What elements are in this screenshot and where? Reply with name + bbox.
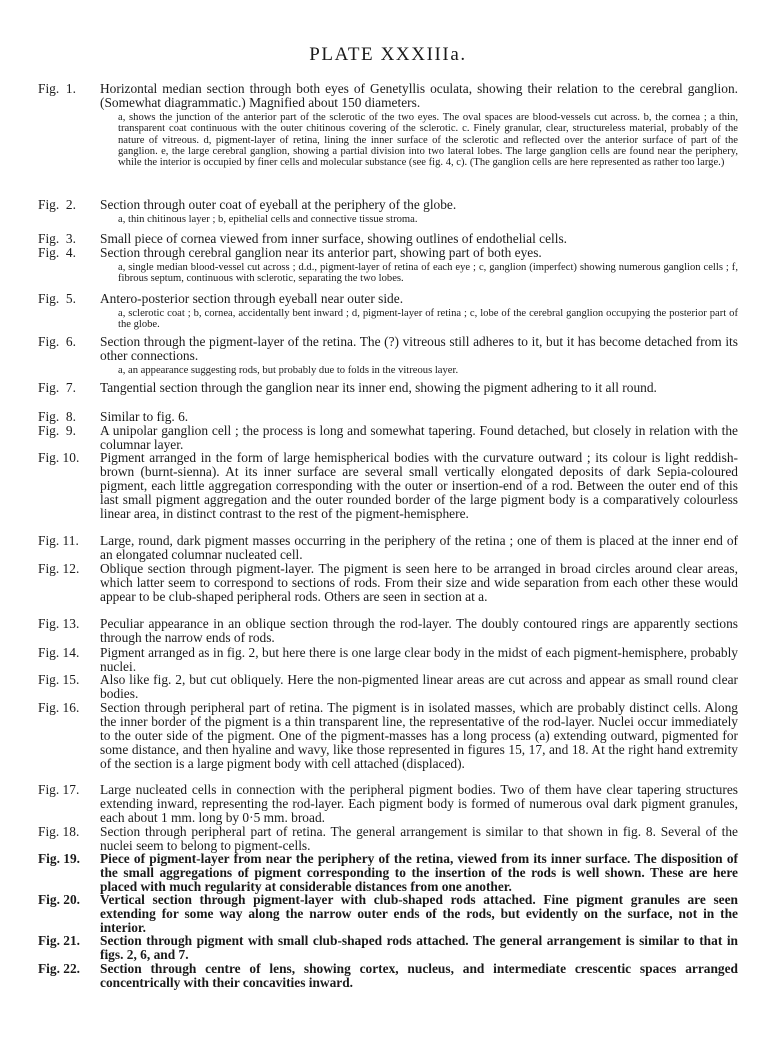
figure-entry-1 <box>38 82 738 168</box>
figure-label: Fig. 22. <box>38 961 81 976</box>
figure-entry-2 <box>38 198 738 225</box>
figure-description: Section through the pigment-layer of the retina. The (?) vitreous still adheres to it, but it has become detached from its other connections. <box>100 334 738 363</box>
figure-entry-15 <box>38 673 738 701</box>
plate-title: PLATE XXXIIIa. <box>309 44 467 65</box>
figure-description: Section through pigment with small club-shaped rods attached. The general arrangement is similar to that in figs. 2, 6, and 7. <box>100 933 738 962</box>
figure-entry-10 <box>38 451 738 521</box>
figure-entry-19 <box>38 852 738 894</box>
figure-label: Fig. 2. <box>38 197 76 212</box>
figure-label: Fig. 19. <box>38 851 81 866</box>
figure-note: a, sclerotic coat ; b, cornea, accidentally bent inward ; d, pigment-layer of retina ; c, lobe of the cerebral ganglion occupying the posterior part of the globe. <box>118 308 738 331</box>
figure-entry-20 <box>38 893 738 935</box>
figure-description: Oblique section through pigment-layer. The pigment is seen here to be arranged in broad circles around clear areas, which latter seem to correspond to sections of rods. From their size and wide separation from each other these would appear to be club-shaped peripheral rods. Others are seen in section at a. <box>100 561 738 604</box>
figure-description: Large nucleated cells in connection with the peripheral pigment bodies. Two of them have clear tapering structures extending inward, representing the rod-layer. Each pigment body is formed of numerous oval dark pigment granules, each about 1 mm. long by 0·5 mm. broad. <box>100 782 738 825</box>
figure-label: Fig. 13. <box>38 616 80 631</box>
figure-note: a, an appearance suggesting rods, but probably due to folds in the vitreous layer. <box>118 365 459 376</box>
figure-label: Fig. 3. <box>38 231 76 246</box>
figure-entry-6 <box>38 335 738 376</box>
figure-entry-16 <box>38 701 738 771</box>
figure-description: Section through peripheral part of retina. The general arrangement is similar to that shown in fig. 8. Several of the nuclei seem to belong to pigment-cells. <box>100 824 738 853</box>
figure-description: Horizontal median section through both eyes of Genetyllis oculata, showing their relation to the cerebral ganglion. (Somewhat diagrammatic.) Magnified about 150 diameters. <box>100 81 738 110</box>
figure-description: Pigment arranged in the form of large hemispherical bodies with the curvature outward ; its colour is light reddish-brown (burnt-sienna). At its inner surface are several small vertically elongated deposits of dark Sepia-coloured pigment, each little aggregation corresponding with the outer or insertion-end of a rod. Between the outer end of this last small pigment aggregation and the outer rounded border of the large pigment body is a comparatively colourless linear area, in distinct contrast to the rest of the pigment-hemisphere. <box>100 450 738 521</box>
figure-description: Large, round, dark pigment masses occurring in the periphery of the retina ; one of them is placed at the inner end of an elongated columnar nucleated cell. <box>100 533 738 562</box>
figure-entry-13 <box>38 617 738 645</box>
figure-label: Fig. 18. <box>38 824 80 839</box>
figure-entry-9 <box>38 424 738 452</box>
figure-label: Fig. 11. <box>38 533 79 548</box>
figure-description: Also like fig. 2, but cut obliquely. Here the non-pigmented linear areas are cut across and appear as small round clear bodies. <box>100 672 738 701</box>
figure-label: Fig. 16. <box>38 700 80 715</box>
figure-label: Fig. 20. <box>38 892 81 907</box>
figure-entry-8 <box>38 410 738 424</box>
figure-description: Section through peripheral part of retina. The pigment is in isolated masses, which are probably distinct cells. Along the inner border of the pigment is a thin transparent line, the representative of the rod-layer. Nuclei occur immediately to the outer side of the pigment. One of the pigment-masses has a long process (a) extending outward, pigmented for some distance, and then hyaline and wavy, like those represented in figures 15, 17, and 18. At the right hand extremity of the section is a large pigment body with cell attached (displaced). <box>100 700 738 771</box>
figure-label: Fig. 4. <box>38 245 76 260</box>
figure-label: Fig. 9. <box>38 423 76 438</box>
figure-label: Fig. 1. <box>38 81 76 96</box>
figure-entry-18 <box>38 825 738 853</box>
figure-entry-4 <box>38 246 738 285</box>
figure-description: Small piece of cornea viewed from inner surface, showing outlines of endothelial cells. <box>100 231 568 246</box>
figure-entry-5 <box>38 292 738 331</box>
figure-label: Fig. 17. <box>38 782 80 797</box>
figure-label: Fig. 14. <box>38 645 80 660</box>
figure-note: a, shows the junction of the anterior part of the sclerotic of the two eyes. The oval spaces are blood-vessels cut across. b, the cornea ; a thin, transparent coat continuous with the outer chitinous covering of the sclerotic. c. Finely granular, clear, structureless material, probably of the nature of vitreous. d, pigment-layer of retina, lining the inner surface of the sclerotic and reflected over the anterior surface of part of the ganglion. e, the large cerebral ganglion, showing a partial division into two lateral lobes. The large ganglion cells are found near the periphery, while the interior is occupied by finer cells and molecular substance (see fig. 4, c). (The ganglion cells are here represented as rather too large.) <box>118 112 738 169</box>
figure-description: Piece of pigment-layer from near the periphery of the retina, viewed from its inner surface. The disposition of the small aggregations of pigment corresponding to the insertion of the rods is well shown. These are here placed with much regularity at considerable distances from one another. <box>100 851 738 894</box>
figure-label: Fig. 10. <box>38 450 80 465</box>
figure-entry-12 <box>38 562 738 604</box>
figure-label: Fig. 7. <box>38 380 76 395</box>
figure-label: Fig. 12. <box>38 561 80 576</box>
figure-note: a, single median blood-vessel cut across ; d.d., pigment-layer of retina of each eye ; c, ganglion (imperfect) showing numerous ganglion cells ; f, fibrous septum, continuous with sclerotic, separating the two lobes. <box>118 262 738 285</box>
figure-entry-11 <box>38 534 738 562</box>
figure-entry-17 <box>38 783 738 825</box>
figure-note: a, thin chitinous layer ; b, epithelial cells and connective tissue stroma. <box>118 214 418 225</box>
figure-description: Tangential section through the ganglion near its inner end, showing the pigment adhering to it all round. <box>100 380 657 395</box>
figure-entry-3 <box>38 232 738 246</box>
figure-description: Section through cerebral ganglion near its anterior part, showing part of both eyes. <box>100 245 542 260</box>
figure-entry-7 <box>38 381 738 395</box>
figure-entry-22 <box>38 962 738 990</box>
figure-description: Antero-posterior section through eyeball near outer side. <box>100 291 404 306</box>
figure-label: Fig. 8. <box>38 409 76 424</box>
figure-label: Fig. 6. <box>38 334 76 349</box>
figure-description: Vertical section through pigment-layer with club-shaped rods attached. Fine pigment granules are seen extending for some way along the narrow outer ends of the rods, but evidently on the surface, not in the interior. <box>100 892 738 935</box>
figure-description: Peculiar appearance in an oblique section through the rod-layer. The doubly contoured rings are apparently sections through the narrow ends of rods. <box>100 616 738 645</box>
figure-entry-21 <box>38 934 738 962</box>
figure-description: Pigment arranged as in fig. 2, but here there is one large clear body in the midst of each pigment-hemisphere, probably nuclei. <box>100 645 738 674</box>
figure-entry-14 <box>38 646 738 674</box>
figure-description: Similar to fig. 6. <box>100 409 189 424</box>
figure-description: Section through outer coat of eyeball at the periphery of the globe. <box>100 197 457 212</box>
figure-label: Fig. 21. <box>38 933 81 948</box>
figure-label: Fig. 5. <box>38 291 76 306</box>
figure-description: A unipolar ganglion cell ; the process is long and somewhat tapering. Found detached, but closely in relation with the columnar layer. <box>100 423 738 452</box>
figure-label: Fig. 15. <box>38 672 80 687</box>
figure-description: Section through centre of lens, showing cortex, nucleus, and intermediate crescentic spaces arranged concentrically with their concavities inward. <box>100 961 738 990</box>
